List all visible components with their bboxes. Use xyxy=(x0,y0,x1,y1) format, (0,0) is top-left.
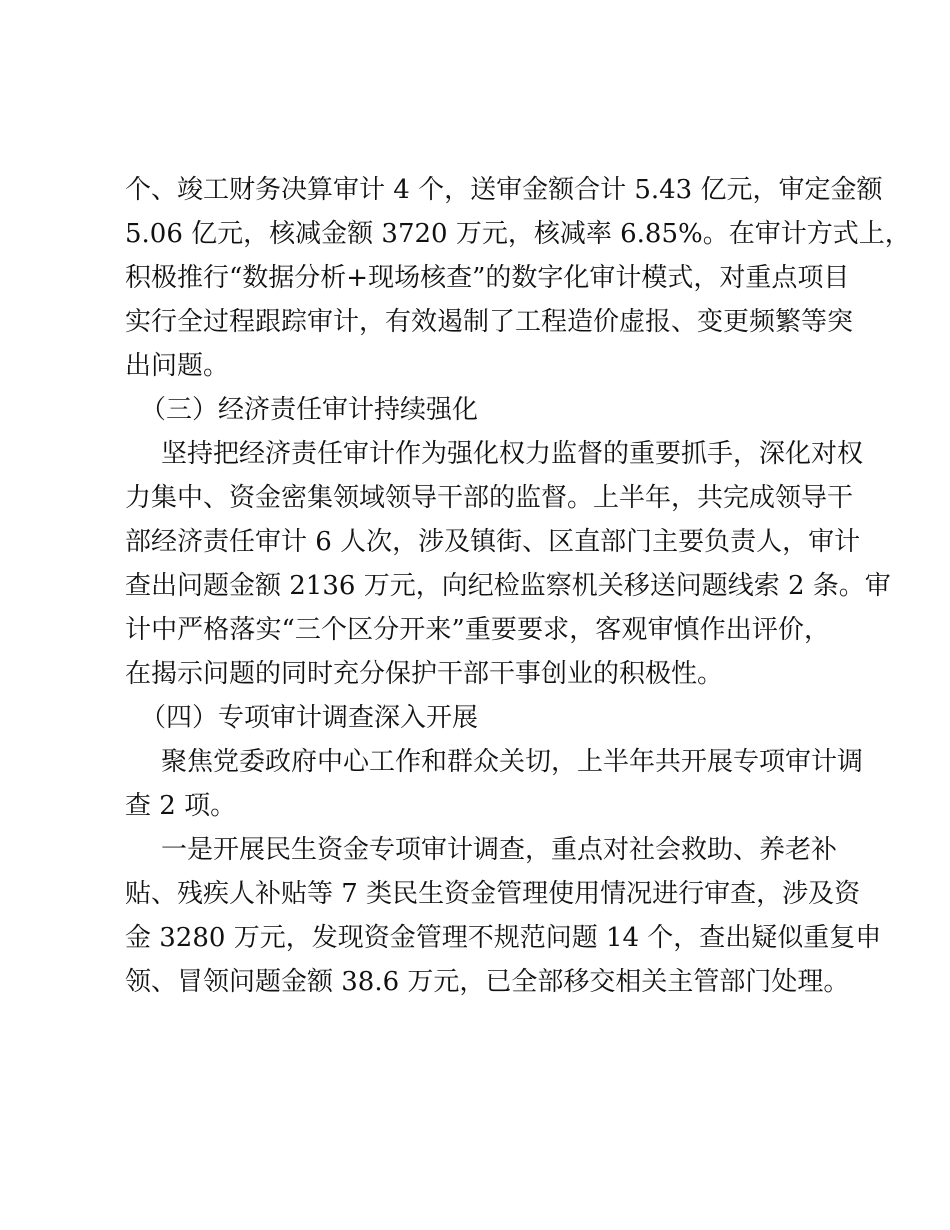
text-line: 实行全过程跟踪审计，有效遏制了工程造价虚报、变更频繁等突 xyxy=(125,307,854,337)
paragraph-livelihood-funds xyxy=(125,828,882,1004)
text-line: 计中严格落实“三个区分开来”重要要求，客观审慎作出评价， xyxy=(125,615,830,645)
text-line: 领、冒领问题金额 38.6 万元，已全部移交相关主管部门处理。 xyxy=(125,967,850,997)
text-line: 金 3280 万元，发现资金管理不规范问题 14 个，查出疑似重复申 xyxy=(125,923,882,953)
document-body xyxy=(125,168,911,1004)
text-line: 贴、残疾人补贴等 7 类民生资金管理使用情况进行审查，涉及资 xyxy=(125,879,861,909)
text-line: 积极推行“数据分析+现场核查”的数字化审计模式，对重点项目 xyxy=(125,263,850,293)
text-line: 聚焦党委政府中心工作和群众关切，上半年共开展专项审计调 xyxy=(161,747,864,777)
paragraph-continued xyxy=(125,168,911,388)
text-line: 在揭示问题的同时充分保护干部干事创业的积极性。 xyxy=(125,659,724,689)
text-line: 坚持把经济责任审计作为强化权力监督的重要抓手，深化对权 xyxy=(161,439,864,469)
section-heading-3 xyxy=(125,388,830,432)
section-heading-4 xyxy=(125,696,830,740)
text-line: 查出问题金额 2136 万元，向纪检监察机关移送问题线索 2 条。审 xyxy=(125,571,891,601)
text-line: 5.06 亿元，核减金额 3720 万元，核减率 6.85%。在审计方式上， xyxy=(125,219,911,249)
text-line: 查 2 项。 xyxy=(125,791,237,821)
text-line: 出问题。 xyxy=(125,351,230,381)
text-line: 部经济责任审计 6 人次，涉及镇街、区直部门主要负责人，审计 xyxy=(125,527,861,557)
heading-text: （四）专项审计调查深入开展 xyxy=(140,703,479,733)
heading-text: （三）经济责任审计持续强化 xyxy=(140,395,479,425)
paragraph-economic-responsibility xyxy=(125,432,891,696)
text-line: 力集中、资金密集领域领导干部的监督。上半年，共完成领导干 xyxy=(125,483,854,513)
text-line: 一是开展民生资金专项审计调查，重点对社会救助、养老补 xyxy=(161,835,838,865)
text-line: 个、竣工财务决算审计 4 个，送审金额合计 5.43 亿元，审定金额 xyxy=(125,175,883,205)
paragraph-special-audit-intro xyxy=(125,740,864,828)
